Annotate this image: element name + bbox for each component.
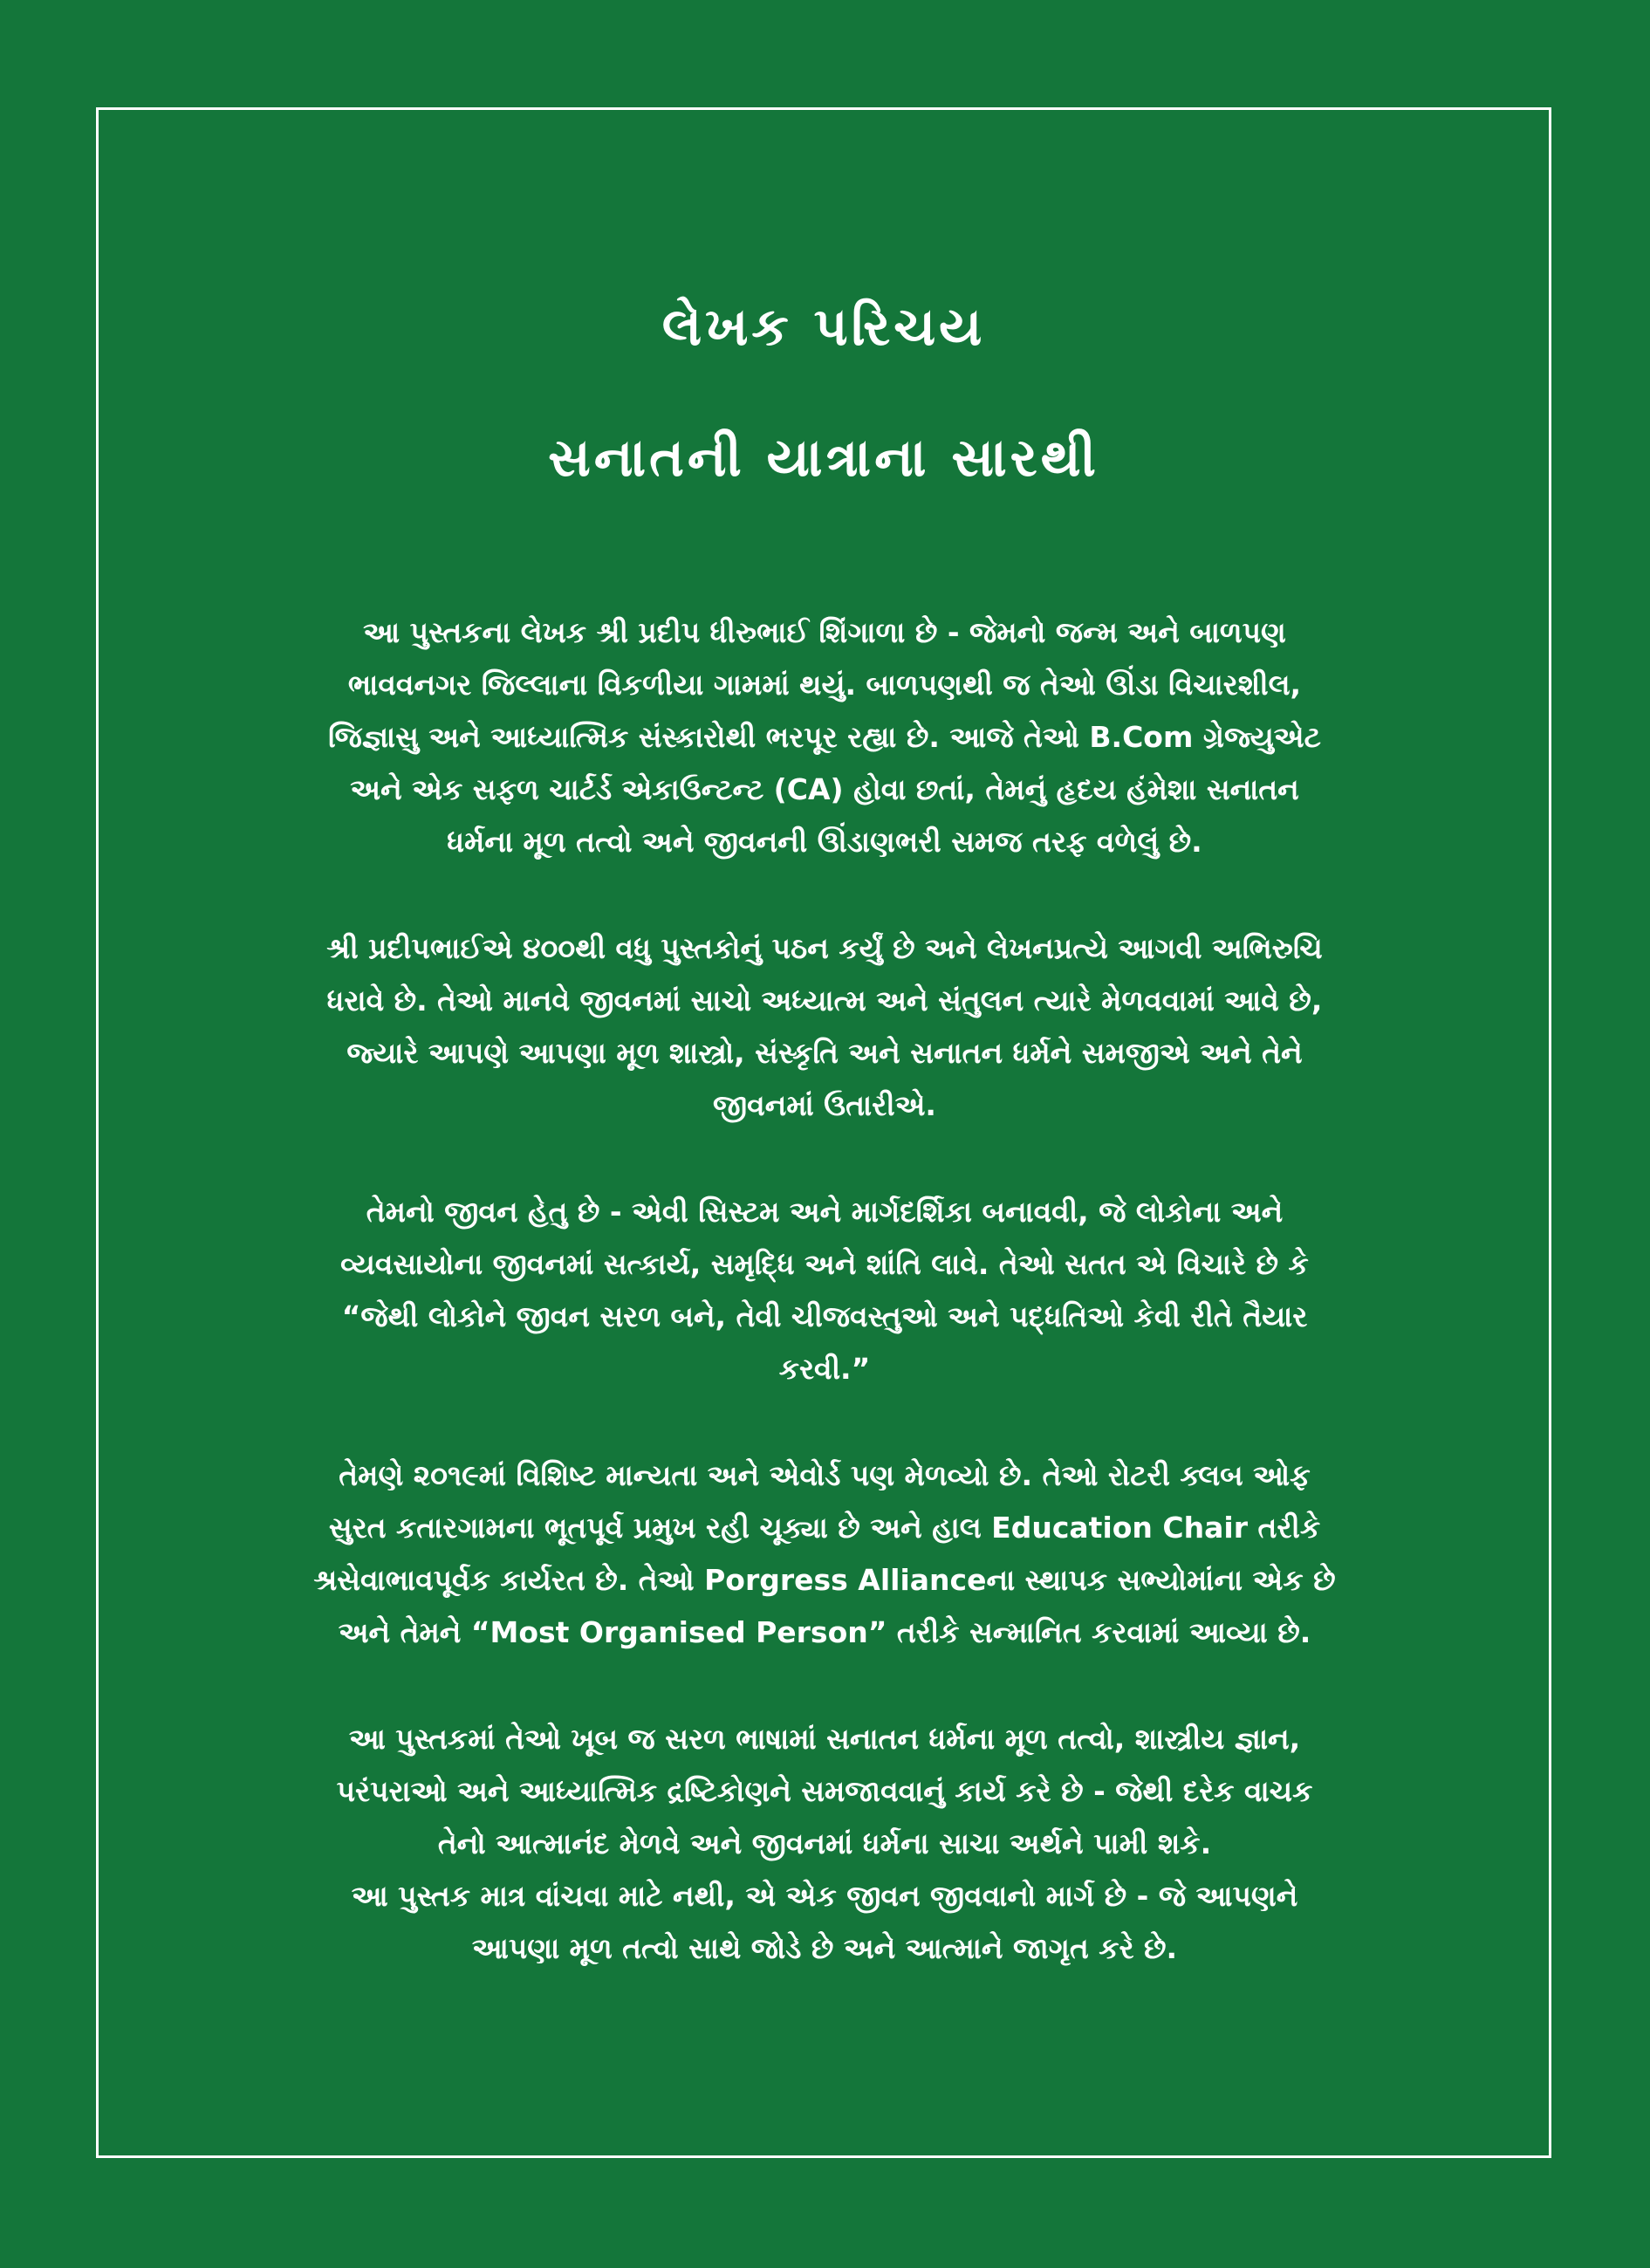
paragraph-line: ભાવવનગર જિલ્લાના વિકળીયા ગામમાં થયું. બાળપણથી જ તેઓ ઊંડા વિચારશીલ, <box>347 668 1302 702</box>
paragraph-line: આ પુસ્તક માત્ર વાંચવા માટે નથી, એ એક જીવન જીવવાનો માર્ગ છે - જે આપણને <box>351 1879 1298 1913</box>
paragraph-line: પરંપરાઓ અને આધ્યાત્મિક દ્રષ્ટિકોણને સમજાવવાનું કાર્ય કરે છે - જેથી દરેક વાચક <box>336 1774 1313 1808</box>
paragraph-line: તેમણે ૨૦૧૯માં વિશિષ્ટ માન્યતા અને એવોર્ડ પણ મેળવ્યો છે. તેઓ રોટરી ક્લબ ઓફ <box>339 1458 1311 1492</box>
paragraph-line: જીવનમાં ઉતારીએ. <box>713 1088 936 1122</box>
paragraph-line: ધરાવે છે. તેઓ માનવે જીવનમાં સાચો અધ્યાત્મ અને સંતુલન ત્યારે મેળવવામાં આવે છે, <box>326 983 1323 1018</box>
paragraph-line: શ્રી પ્રદીપભાઈએ ૪૦૦થી વધુ પુસ્તકોનું પઠન કર્યું છે અને લેખનપ્રત્યે આગવી અભિરુચિ <box>326 931 1323 965</box>
title-block <box>96 262 1551 524</box>
paragraph-line: આ પુસ્તકના લેખક શ્રી પ્રદીપ ધીરુભાઈ શિંગાળા છે - જેમનો જન્મ અને બાળપણ <box>363 615 1286 649</box>
paragraph-reading <box>262 922 1387 1132</box>
paragraph-line: કરવી.” <box>778 1352 871 1386</box>
paragraph-line: ધર્મના મૂળ તત્વો અને જીવનની ઊંડાણભરી સમજ તરફ વળેલું છે. <box>447 825 1202 859</box>
paragraph-line: “જેથી લોકોને જીવન સરળ બને, તેવી ચીજવસ્તુઓ અને પદ્ધતિઓ કેવી રીતે તૈયાર <box>341 1299 1308 1333</box>
paragraph-line: આપણા મૂળ તત્વો સાથે જોડે છે અને આત્માને જાગૃત કરે છે. <box>471 1931 1178 1965</box>
paragraph-intro <box>262 606 1387 868</box>
paragraph-line: વ્યવસાયોના જીવનમાં સત્કાર્ય, સમૃદ્ધિ અને શાંતિ લાવે. તેઓ સતત એ વિચારે છે કે <box>340 1247 1309 1281</box>
paragraph-line: સુરત કતારગામના ભૂતપૂર્વ પ્રમુખ રહી ચૂક્યા છે અને હાલ Education Chair તરીકે <box>328 1511 1321 1545</box>
paragraph-line: શ્રસેવાભાવપૂર્વક કાર્યરત છે. તેઓ Porgress Allianceના સ્થાપક સભ્યોમાંના એક છે <box>313 1563 1336 1597</box>
paragraph-line: અને તેમને “Most Organised Person” તરીકે સન્માનિત કરવામાં આવ્યા છે. <box>338 1615 1311 1649</box>
paragraph-achievements <box>262 1449 1387 1659</box>
paragraph-book-purpose <box>262 1713 1387 1975</box>
paragraph-line: તેમનો જીવન હેતુ છે - એવી સિસ્ટમ અને માર્ગદર્શિકા બનાવવી, જે લોકોના અને <box>366 1195 1284 1229</box>
paragraph-line: જ્યારે આપણે આપણા મૂળ શાસ્ત્રો, સંસ્કૃતિ અને સનાતન ધર્મને સમજીએ અને તેને <box>346 1036 1303 1070</box>
paragraph-line: તેનો આત્માનંદ મેળવે અને જીવનમાં ધર્મના સાચા અર્થને પામી શકે. <box>437 1826 1212 1860</box>
paragraph-line: અને એક સફળ ચાર્ટર્ડ એકાઉન્ટન્ટ (CA) હોવા છતાં, તેમનું હૃદય હંમેશા સનાતન <box>350 772 1299 806</box>
paragraph-line: આ પુસ્તકમાં તેઓ ખૂબ જ સરળ ભાષામાં સનાતન ધર્મના મૂળ તત્વો, શાસ્ત્રીય જ્ઞાન, <box>348 1722 1301 1756</box>
paragraph-purpose <box>262 1186 1387 1395</box>
body-text <box>262 606 1387 2029</box>
page-subtitle: સનાતની યાત્રાના સારથી <box>548 428 1099 489</box>
page-title: લેખક પરિચય <box>661 297 986 358</box>
paragraph-line: જિજ્ઞાસુ અને આધ્યાત્મિક સંસ્કારોથી ભરપૂર રહ્યા છે. આજે તેઓ B.Com ગ્રેજ્યુએટ <box>328 720 1321 754</box>
